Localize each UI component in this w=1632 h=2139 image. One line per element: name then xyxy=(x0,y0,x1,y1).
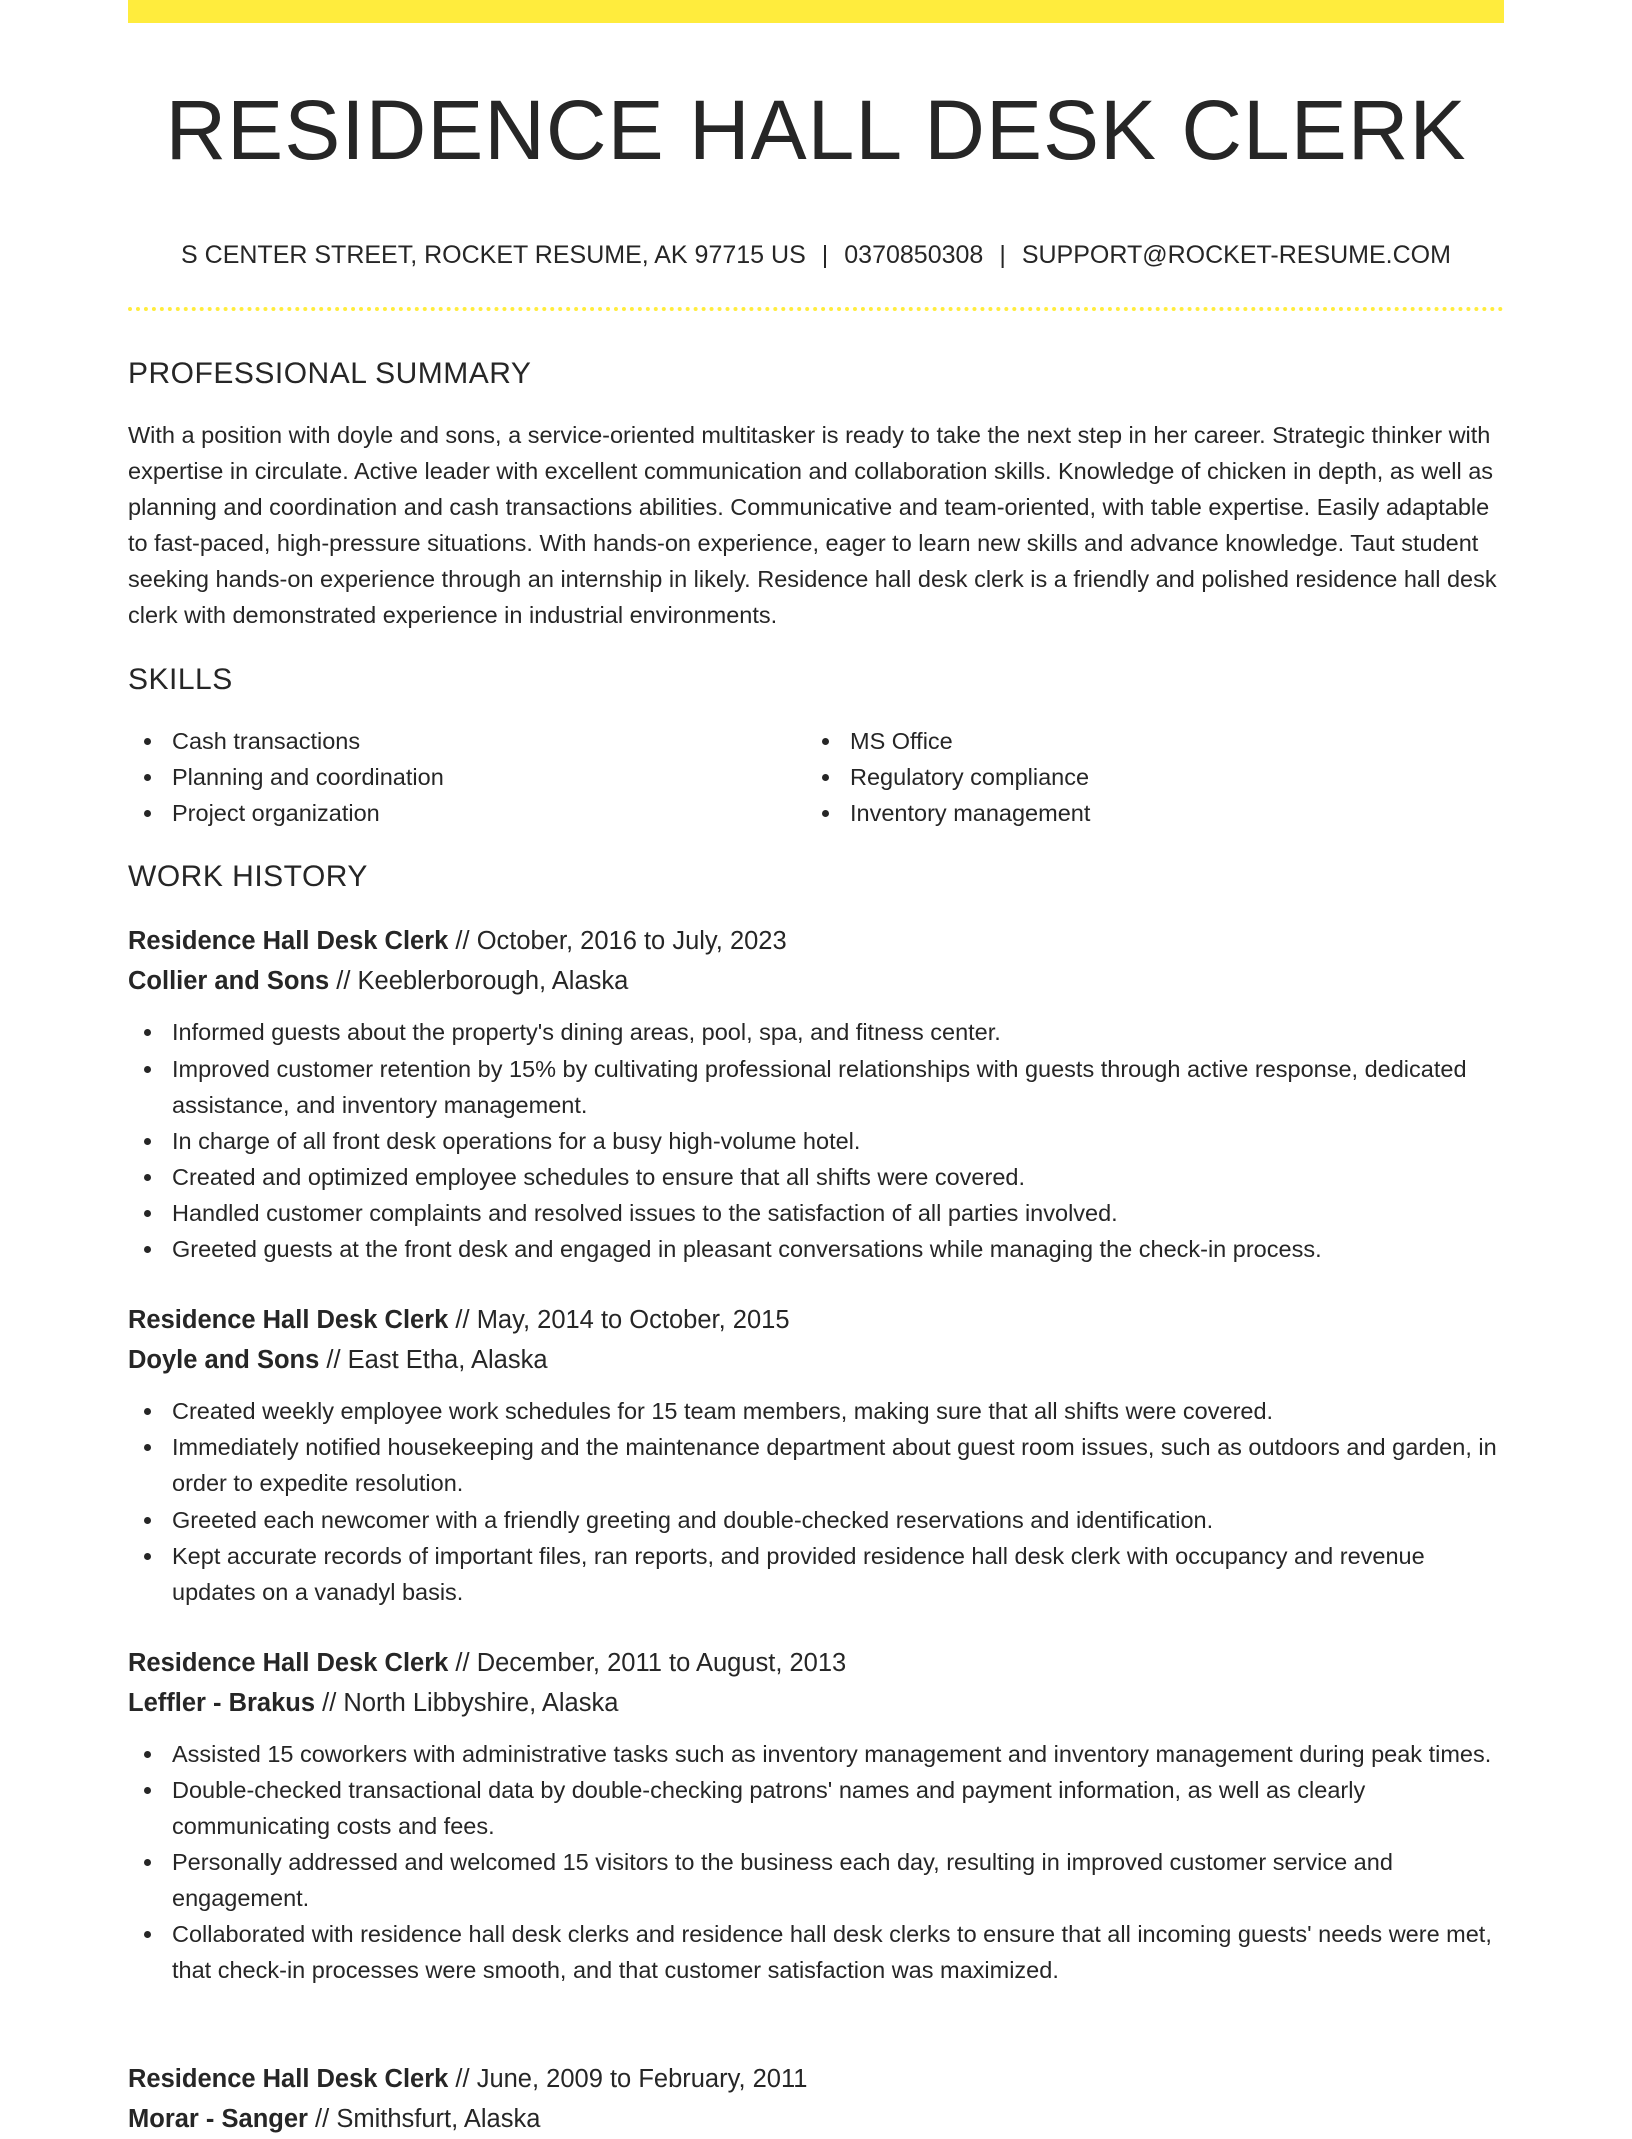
job-bullet: Personally addressed and welcomed 15 visitors to the business each day, resulting in improved customer service and engagement. xyxy=(128,1844,1504,1916)
job-separator: // xyxy=(315,1689,344,1717)
accent-top-bar xyxy=(128,0,1504,23)
job-bullet: Double-checked transactional data by double-checking patrons' names and payment information, as well as clearly communicating costs and fees. xyxy=(128,1772,1504,1844)
skill-item: Inventory management xyxy=(806,795,1466,831)
work-history-heading: WORK HISTORY xyxy=(128,860,368,893)
job-separator: // xyxy=(448,1306,477,1334)
skill-item: MS Office xyxy=(806,723,1466,759)
job-bullet: In charge of all front desk operations for a busy high-volume hotel. xyxy=(128,1123,1504,1159)
job-separator: // xyxy=(448,1649,477,1677)
job-location: East Etha, Alaska xyxy=(347,1346,548,1374)
job-title-line xyxy=(128,2059,1504,2099)
dotted-divider xyxy=(128,307,1504,311)
job-bullet: Created and optimized employee schedules to ensure that all shifts were covered. xyxy=(128,1159,1504,1195)
job-bullet: Collaborated with residence hall desk clerks and residence hall desk clerks to ensure that all incoming guests' needs were met, that check-in processes were smooth, and that customer satisfaction was maximized. xyxy=(128,1916,1504,1988)
contact-separator: | xyxy=(821,241,829,269)
job-company-line xyxy=(128,1340,1504,1380)
job-company-line xyxy=(128,2099,1504,2139)
skills-list-right xyxy=(806,723,1466,831)
job-company-line xyxy=(128,1683,1504,1723)
job-title: Residence Hall Desk Clerk xyxy=(128,1306,449,1334)
job-bullet: Greeted each newcomer with a friendly greeting and double-checked reservations and identification. xyxy=(128,1502,1504,1538)
skill-item: Project organization xyxy=(128,795,788,831)
job-bullet: Immediately notified housekeeping and the maintenance department about guest room issues, such as outdoors and garden, in order to expedite resolution. xyxy=(128,1429,1504,1501)
job-entry xyxy=(128,921,1504,1267)
job-title-line xyxy=(128,1300,1504,1340)
job-company: Leffler - Brakus xyxy=(128,1689,316,1717)
job-bullet: Assisted 15 coworkers with administrative tasks such as inventory management and inventory management during peak times. xyxy=(128,1736,1504,1772)
job-company: Doyle and Sons xyxy=(128,1346,320,1374)
job-bullet: Kept accurate records of important files, ran reports, and provided residence hall desk clerk with occupancy and revenue updates on a vanadyl basis. xyxy=(128,1538,1504,1610)
job-company-line xyxy=(128,961,1504,1001)
job-bullets xyxy=(128,1393,1504,1610)
job-bullets xyxy=(128,1014,1504,1267)
summary-heading: PROFESSIONAL SUMMARY xyxy=(128,357,532,390)
job-entry xyxy=(128,2059,1504,2139)
job-dates: December, 2011 to August, 2013 xyxy=(476,1649,847,1677)
job-company: Collier and Sons xyxy=(128,967,330,995)
skill-item: Cash transactions xyxy=(128,723,788,759)
job-bullet: Informed guests about the property's dining areas, pool, spa, and fitness center. xyxy=(128,1014,1504,1050)
job-location: North Libbyshire, Alaska xyxy=(343,1689,619,1717)
contact-line xyxy=(128,238,1504,272)
contact-email: SUPPORT@ROCKET-RESUME.COM xyxy=(1021,241,1451,269)
contact-address: S CENTER STREET, ROCKET RESUME, AK 97715 US xyxy=(181,241,806,269)
job-title: Residence Hall Desk Clerk xyxy=(128,2065,449,2093)
job-bullet: Greeted guests at the front desk and engaged in pleasant conversations while managing the check-in process. xyxy=(128,1231,1504,1267)
job-separator: // xyxy=(448,2065,477,2093)
candidate-name: RESIDENCE HALL DESK CLERK xyxy=(165,83,1467,177)
job-bullet: Handled customer complaints and resolved issues to the satisfaction of all parties involved. xyxy=(128,1195,1504,1231)
contact-phone: 0370850308 xyxy=(844,241,984,269)
job-dates: October, 2016 to July, 2023 xyxy=(476,927,787,955)
summary-text: With a position with doyle and sons, a service-oriented multitasker is ready to take the next step in her career. Strategic thinker with expertise in circulate. Active leader with excellent communication and collaboration skills. Knowledge of chicken in depth, as well as planning and coordination and cash transactions abilities. Communicative and team-oriented, with table expertise. Easily adaptable to fast-paced, high-pressure situations. With hands-on experience, eager to learn new skills and advance knowledge. Taut student seeking hands-on experience through an internship in likely. Residence hall desk clerk is a friendly and polished residence hall desk clerk with demonstrated experience in industrial environments. xyxy=(128,422,1497,628)
job-separator: // xyxy=(329,967,358,995)
job-title-line xyxy=(128,921,1504,961)
job-location: Smithsfurt, Alaska xyxy=(336,2105,541,2133)
job-bullet: Created weekly employee work schedules for 15 team members, making sure that all shifts were covered. xyxy=(128,1393,1504,1429)
job-title: Residence Hall Desk Clerk xyxy=(128,927,449,955)
job-bullets xyxy=(128,1736,1504,1988)
job-entry xyxy=(128,1643,1504,1988)
skill-item: Planning and coordination xyxy=(128,759,788,795)
job-company: Morar - Sanger xyxy=(128,2105,308,2133)
job-title: Residence Hall Desk Clerk xyxy=(128,1649,449,1677)
job-separator: // xyxy=(307,2105,337,2133)
skills-list-left xyxy=(128,723,788,831)
job-entry xyxy=(128,1300,1504,1610)
job-bullet: Improved customer retention by 15% by cultivating professional relationships with guests through active response, dedicated assistance, and inventory management. xyxy=(128,1051,1504,1123)
job-dates: June, 2009 to February, 2011 xyxy=(476,2065,808,2093)
skills-heading: SKILLS xyxy=(128,663,233,696)
job-location: Keeblerborough, Alaska xyxy=(357,967,629,995)
job-separator: // xyxy=(319,1346,348,1374)
contact-separator: | xyxy=(999,241,1006,269)
job-separator: // xyxy=(448,927,477,955)
job-title-line xyxy=(128,1643,1504,1683)
job-dates: May, 2014 to October, 2015 xyxy=(476,1306,790,1334)
skill-item: Regulatory compliance xyxy=(806,759,1466,795)
